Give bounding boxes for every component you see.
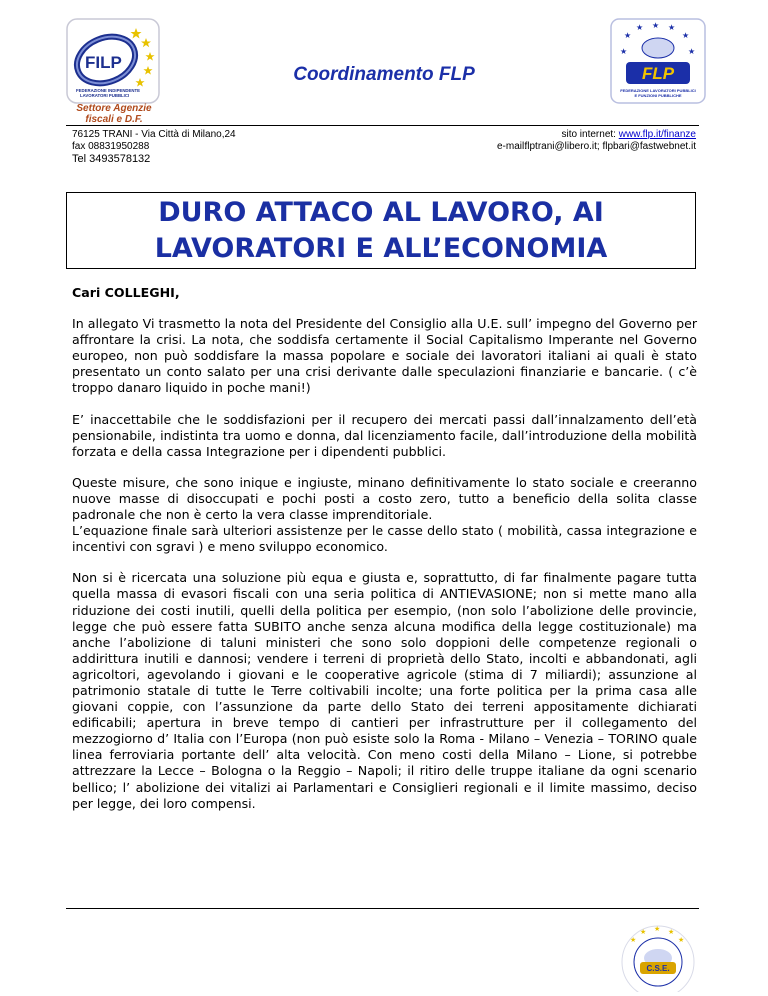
svg-text:★: ★	[668, 928, 675, 936]
flp-logo	[610, 18, 706, 104]
greeting: Cari COLLEGHI,	[72, 285, 180, 300]
filp-logo	[66, 18, 160, 104]
svg-text:★: ★	[630, 936, 637, 944]
tel-line: Tel 3493578132	[72, 153, 151, 165]
address-block	[72, 129, 236, 165]
filp-logo-text: FILP	[85, 53, 122, 72]
svg-text:★: ★	[636, 23, 644, 32]
paragraph-3	[72, 475, 697, 555]
paragraph-3b: L’equazione finale sarà ulteriori assistenze per le casse dello stato ( mobilità, cassa integrazione e incentivi con sgravi ) e meno sviluppo economico.	[72, 523, 697, 555]
svg-text:★: ★	[682, 31, 690, 40]
site-label: sito internet:	[561, 129, 619, 140]
site-link[interactable]: www.flp.it/finanze	[618, 129, 696, 140]
svg-text:LAVORATORI PUBBLICI: LAVORATORI PUBBLICI	[80, 93, 130, 98]
flp-logo-text: FLP	[641, 64, 675, 83]
cse-logo-graphic	[610, 914, 706, 992]
paragraph-2: E’ inaccettabile che le soddisfazioni per il recupero dei mercati passi dall’innalzamento dell’età pensionabile, indistinta tra uomo e donna, dal licenziamento facile, dall’introduzione della mobilità forzata e della cassa Integrazione per i dipendenti pubblici.	[72, 411, 697, 459]
footer-divider	[66, 908, 699, 909]
email-label: e-mail:	[497, 141, 528, 152]
address-line: 76125 TRANI - Via Città di Milano,24	[72, 129, 236, 140]
headline-box	[66, 192, 696, 269]
headline-line-1: DURO ATTACO AL LAVORO, AI	[158, 197, 604, 228]
paragraph-4: Non si è ricercata una soluzione più equa e giusta e, soprattutto, di far finalmente pagare tutta quella massa di evasori fiscali con una seria politica di ANTIEVASIONE; non si mette mano alla riduzione dei costi inutili, quelli della politica per esempio, (non solo l’abolizione delle provincie, legge che può essere fatta SUBITO anche senza alcuna modifica della legge costituzionale) ma anche l’abolizione di taluni ministeri che sono solo doppioni delle competenze regionali o addirittura inutili e dannosi; vendere i terreni di proprietà dello Stato, incolti e abbandonati, agli agricoltori, agevolando i giovani e le cooperative agricole (stima di 7 miliardi); assunzione al patrimonio statale di tutte le Terre coltivabili incolte; una forte politica per la prima casa alle giovani coppie, con l’assunzione da parte dello Stato dei terreni appositamente dichiarati edificabili; apertura in breve tempo di cantieri per infrastrutture per il collegamento del mezzogiorno d’ Italia con l’Europa (non può esiste solo la Roma - Milano – Venezia – TORINO quale linea ferroviaria portante dell’ alta velocità. Con meno costi della Milano – Lione, si potrebbe attrezzare la Lecce – Bologna o la Reggio – Napoli; il ritiro delle truppe italiane da ogni scenario bellico; l’ abolizione dei vitalizi ai Parlamentari e Consiglieri regionali e il limite massimo, deciso per legge, dei loro compensi.	[72, 570, 697, 811]
letter-body	[72, 285, 697, 827]
svg-text:E FUNZIONI PUBBLICHE: E FUNZIONI PUBBLICHE	[634, 93, 682, 98]
settore-line-1: Settore Agenzie	[76, 103, 152, 114]
headline-line-2: LAVORATORI E ALL’ECONOMIA	[154, 233, 608, 264]
svg-text:★: ★	[678, 936, 685, 944]
svg-text:FEDERAZIONE INDIPENDENTE: FEDERAZIONE INDIPENDENTE	[76, 88, 140, 93]
settore-label	[62, 103, 166, 125]
svg-text:★: ★	[654, 925, 661, 933]
cse-logo-text: C.S.E.	[646, 964, 670, 973]
svg-text:★: ★	[688, 47, 696, 56]
fax-line: fax 08831950288	[72, 141, 150, 152]
settore-line-2: fiscali e D.F.	[85, 114, 143, 125]
svg-text:★: ★	[624, 31, 632, 40]
header-divider	[66, 125, 699, 126]
site-line	[525, 129, 697, 141]
svg-text:★: ★	[668, 23, 676, 32]
paragraph-3a: Queste misure, che sono inique e ingiuste, minano definitivamente lo stato sociale e creeranno nuove masse di disoccupati e pochi posti a costo zero, tutto a beneficio della solita classe padronale che non è certo la vera classe imprenditoriale.	[72, 474, 697, 523]
cse-logo	[610, 914, 706, 992]
svg-text:★: ★	[620, 47, 628, 56]
org-title: Coordinamento FLP	[293, 64, 475, 85]
svg-text:★: ★	[640, 928, 647, 936]
svg-text:★: ★	[652, 21, 660, 30]
flp-logo-graphic	[610, 18, 706, 104]
paragraph-1: In allegato Vi trasmetto la nota del Presidente del Consiglio alla U.E. sull’ impegno del Governo per affrontare la crisi. La nota, che soddisfa certamente il Social Capitalismo Imperante nel Governo europeo, non può soddisfare la massa popolare e sociale dei lavoratori italiani ai quali è stato presentato un conto salato per una crisi derivante dalle speculazioni finanziarie e bancarie. ( c’è troppo danaro liquido in poche mani!)	[72, 316, 697, 396]
site-block	[525, 129, 697, 153]
email-addresses[interactable]: flptrani@libero.it; flpbari@fastwebnet.it	[524, 141, 696, 152]
filp-logo-graphic	[66, 18, 160, 104]
svg-text:FEDERAZIONE LAVORATORI PUBBLIC: FEDERAZIONE LAVORATORI PUBBLICI	[620, 88, 696, 93]
